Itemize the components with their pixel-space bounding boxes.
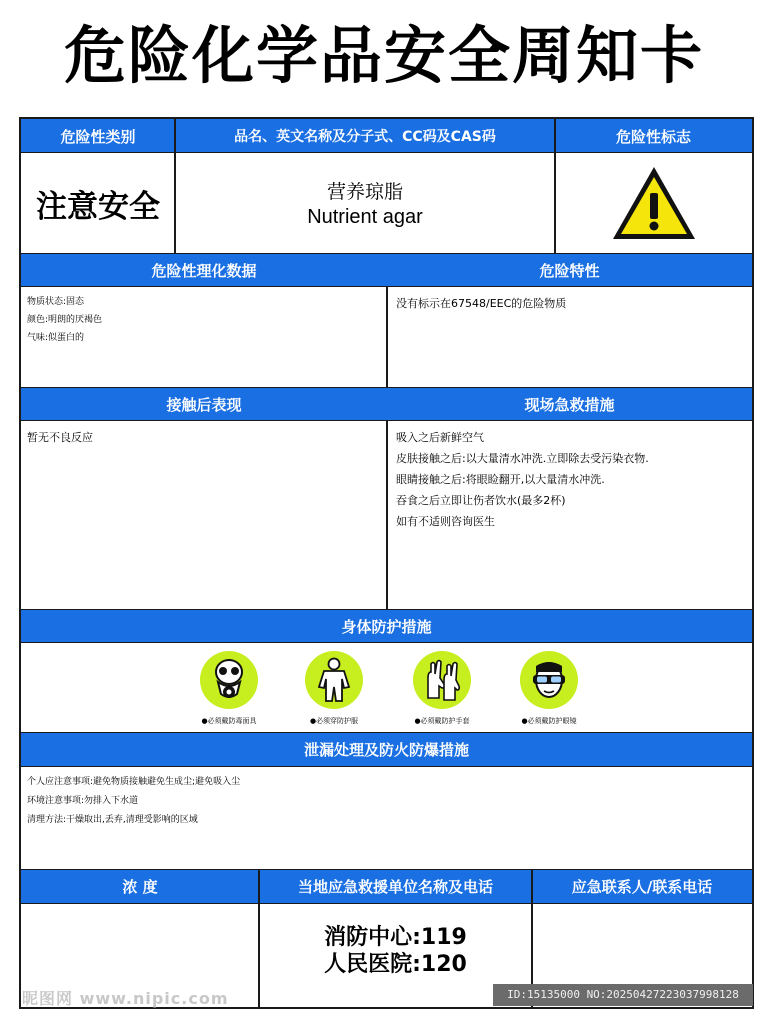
divider [386, 287, 388, 387]
first-aid-line: 皮肤接触之后:以大量清水冲洗.立即除去受污染衣物. [396, 452, 649, 465]
name-header: 品名、英文名称及分子式、CC码及CAS码 [234, 129, 496, 145]
gloves-icon [422, 658, 462, 702]
ppe-label: ●必须戴防护眼镜 [521, 717, 577, 725]
emergency-contact-header: 应急联系人/联系电话 [571, 878, 713, 896]
spill-header: 泄漏处理及防火防爆措施 [21, 732, 752, 767]
first-aid-line: 眼睛接触之后:将眼睑翻开,以大量清水冲洗. [396, 473, 605, 486]
first-aid-line: 吞食之后立即让伤者饮水(最多2杯) [396, 494, 566, 507]
hazard-sign-cell [555, 153, 752, 253]
warning-triangle-icon [609, 163, 699, 243]
divider [386, 421, 388, 609]
physchem-line: 颜色:明朗的厌褐色 [27, 315, 103, 325]
spill-line: 清理方法:干燥取出,丢弃,清理受影响的区域 [27, 815, 198, 825]
ppe-circle [520, 651, 578, 709]
spill-text [27, 773, 747, 830]
hazard-characteristics-text: 没有标示在67548/EEC的危险物质 [396, 297, 567, 310]
ppe-circle [200, 651, 258, 709]
concentration-header: 浓 度 [122, 878, 158, 896]
ppe-header: 身体防护措施 [21, 609, 752, 643]
hazard-characteristics-header: 危险特性 [539, 261, 600, 280]
goggles-icon [529, 658, 569, 702]
page-title: 危险化学品安全周知卡 [63, 19, 704, 92]
protective-suit-icon [316, 657, 352, 703]
divider [174, 119, 176, 253]
ppe-circle [305, 651, 363, 709]
exposure-header: 接触后表现 [166, 395, 242, 414]
gas-mask-icon [209, 658, 249, 702]
product-name-cn: 营养琼脂 [326, 181, 403, 203]
ppe-label: ●必须戴防护手套 [414, 717, 470, 725]
ppe-protective-suit [274, 651, 394, 726]
physchem-data [27, 293, 382, 347]
watermark-id: ID:15135000 NO:20250427223037998128 [493, 984, 753, 1006]
hazard-sign-header: 危险性标志 [615, 127, 691, 146]
emergency-unit-header: 当地应急救援单位名称及电话 [297, 878, 493, 896]
product-name-en: Nutrient agar [307, 206, 423, 228]
emergency-units [259, 924, 532, 978]
ppe-gloves [382, 651, 502, 726]
ppe-goggles [489, 651, 609, 726]
watermark-left: 昵图网 www.nipic.com [22, 989, 229, 1008]
ppe-label: ●必须穿防护服 [309, 717, 359, 725]
exposure-text: 暂无不良反应 [27, 431, 93, 444]
first-aid-line: 吸入之后新鲜空气 [396, 431, 484, 444]
physchem-line: 气味:似蛋白的 [27, 333, 85, 343]
hazard-class-header: 危险性类别 [60, 127, 136, 146]
hazard-class-value: 注意安全 [36, 188, 160, 225]
spill-line: 环境注意事项:勿排入下水道 [27, 796, 139, 806]
hospital-phone: 人民医院:120 [324, 952, 467, 977]
spill-line: 个人应注意事项:避免物质接触避免生成尘;避免吸入尘 [27, 777, 241, 787]
first-aid-line: 如有不适则咨询医生 [396, 515, 495, 528]
physchem-header: 危险性理化数据 [151, 261, 257, 280]
first-aid-header: 现场急救措施 [524, 395, 615, 414]
ppe-label: ●必须戴防毒面具 [201, 717, 257, 725]
ppe-gas-mask [169, 651, 289, 726]
first-aid-list [396, 427, 748, 532]
product-name-cell [175, 153, 555, 253]
divider [258, 869, 260, 1007]
fire-center-phone: 消防中心:119 [324, 925, 467, 950]
divider [554, 119, 556, 253]
ppe-circle [413, 651, 471, 709]
safety-card [19, 117, 754, 1009]
physchem-line: 物质状态:固态 [27, 297, 85, 307]
